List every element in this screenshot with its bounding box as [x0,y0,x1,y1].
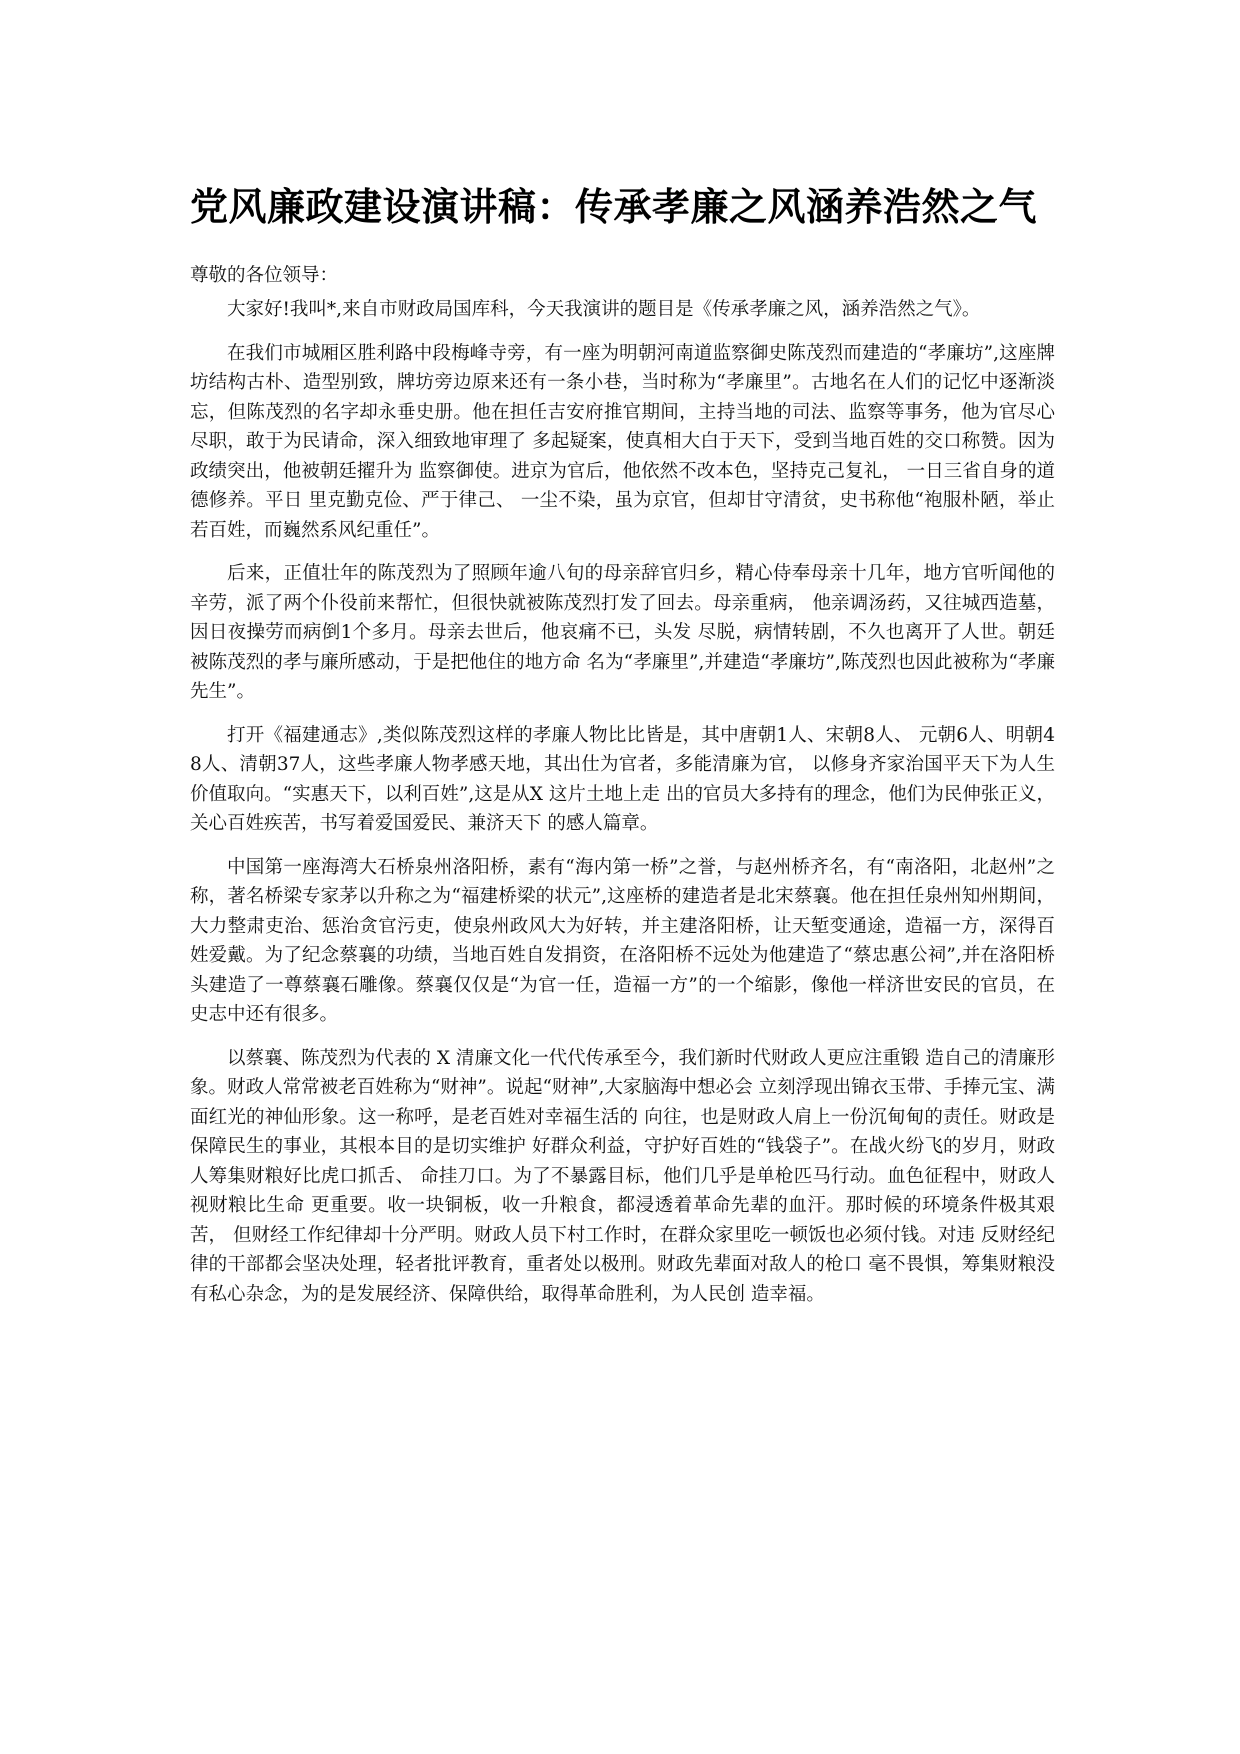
salutation: 尊敬的各位领导： [190,265,339,286]
paragraph-xiaolian-fang: 在我们市城厢区胜利路中段梅峰寺旁，有一座为明朝河南道监察御史陈茂烈而建造的“孝廉坊”,这座牌坊结构古朴、造型别致，牌坊旁边原来还有一条小巷，当时称为“孝廉里”。古地名在人们的记忆中逐渐淡忘，但陈茂烈的名字却永垂史册。他在担任吉安府推官期间，主持当地的司法、监察等事务，他为官尽心尽职，敢于为民请命，深入细致地审理了 多起疑案，使真相大白于天下，受到当地百姓的交口称赞。因为政绩突出，他被朝廷擢升为 监察御使。进京为官后，他依然不改本色，坚持克己复礼， 一日三省自身的道德修养。平日 里克勤克俭、严于律己、 一尘不染，虽为京官，但却甘守清贫，史书称他“袍服朴陋，举止 若百姓，而巍然系风纪重任”。 [190,342,1055,541]
document-title: 党风廉政建设演讲稿：传承孝廉之风涵养浩然之气 [190,185,1038,229]
paragraph-finance-tradition: 以蔡襄、陈茂烈为代表的 X 清廉文化一代代传承至今，我们新时代财政人更应注重锻 造自己的清廉形象。财政人常常被老百姓称为“财神”。说起“财神”,大家脑海中想必会 立刻浮现出锦衣玉带、手捧元宝、满面红光的神仙形象。这一称呼，是老百姓对幸福生活的 向往，也是财政人肩上一份沉甸甸的责任。财政是保障民生的事业，其根本目的是切实维护 好群众利益，守护好百姓的“钱袋子”。在战火纷飞的岁月，财政人筹集财粮好比虎口抓舌、 命挂刀口。为了不暴露目标，他们几乎是单枪匹马行动。血色征程中，财政人视财粮比生命 更重要。收一块铜板，收一升粮食，都浸透着革命先辈的血汗。那时候的环境条件极其艰苦， 但财经工作纪律却十分严明。财政人员下村工作时，在群众家里吃一顿饭也必须付钱。对违 反财经纪律的干部都会坚决处理，轻者批评教育，重者处以极刑。财政先辈面对敌人的枪口 毫不畏惧，筹集财粮没有私心杂念，为的是发展经济、保障供给，取得革命胜利，为人民创 造幸福。 [190,1047,1055,1305]
paragraph-luoyang-bridge: 中国第一座海湾大石桥泉州洛阳桥，素有“海内第一桥”之誉，与赵州桥齐名，有“南洛阳，北赵州”之称，著名桥梁专家茅以升称之为“福建桥梁的状元”,这座桥的建造者是北宋蔡襄。他在担任泉州知州期间，大力整肃吏治、惩治贪官污吏，使泉州政风大为好转，并主建洛阳桥，让天堑变通途，造福一方，深得百姓爱戴。为了纪念蔡襄的功绩，当地百姓自发捐资，在洛阳桥不远处为他建造了“蔡忠惠公祠”,并在洛阳桥头建造了一尊蔡襄石雕像。蔡襄仅仅是“为官一任，造福一方”的一个缩影，像他一样济世安民的官员，在史志中还有很多。 [190,856,1055,1025]
paragraph-fujian-annals: 打开《福建通志》,类似陈茂烈这样的孝廉人物比比皆是，其中唐朝1人、宋朝8人、 元朝6人、明朝48人、清朝37人，这些孝廉人物孝感天地，其出仕为官者，多能清廉为官， 以修身齐家治国平天下为人生价值取向。“实惠天下，以利百姓”,这是从X 这片土地上走 出的官员大多持有的理念，他们为民伸张正义，关心百姓疾苦，书写着爱国爱民、兼济天下 的感人篇章。 [190,724,1055,834]
document-body [190,180,1055,1323]
paragraph-intro: 大家好!我叫*,来自市财政局国库科，今天我演讲的题目是《传承孝廉之风，涵养浩然之气》。 [227,299,981,320]
paragraph-filial-piety: 后来，正值壮年的陈茂烈为了照顾年逾八旬的母亲辞官归乡，精心侍奉母亲十几年，地方官听闻他的辛劳，派了两个仆役前来帮忙，但很快就被陈茂烈打发了回去。母亲重病， 他亲调汤药，又往城西造墓，因日夜操劳而病倒1个多月。母亲去世后，他哀痛不已，头发 尽脱，病情转剧，不久也离开了人世。朝廷被陈茂烈的孝与廉所感动，于是把他住的地方命 名为“孝廉里”,并建造“孝廉坊”,陈茂烈也因此被称为“孝廉先生”。 [190,563,1055,702]
